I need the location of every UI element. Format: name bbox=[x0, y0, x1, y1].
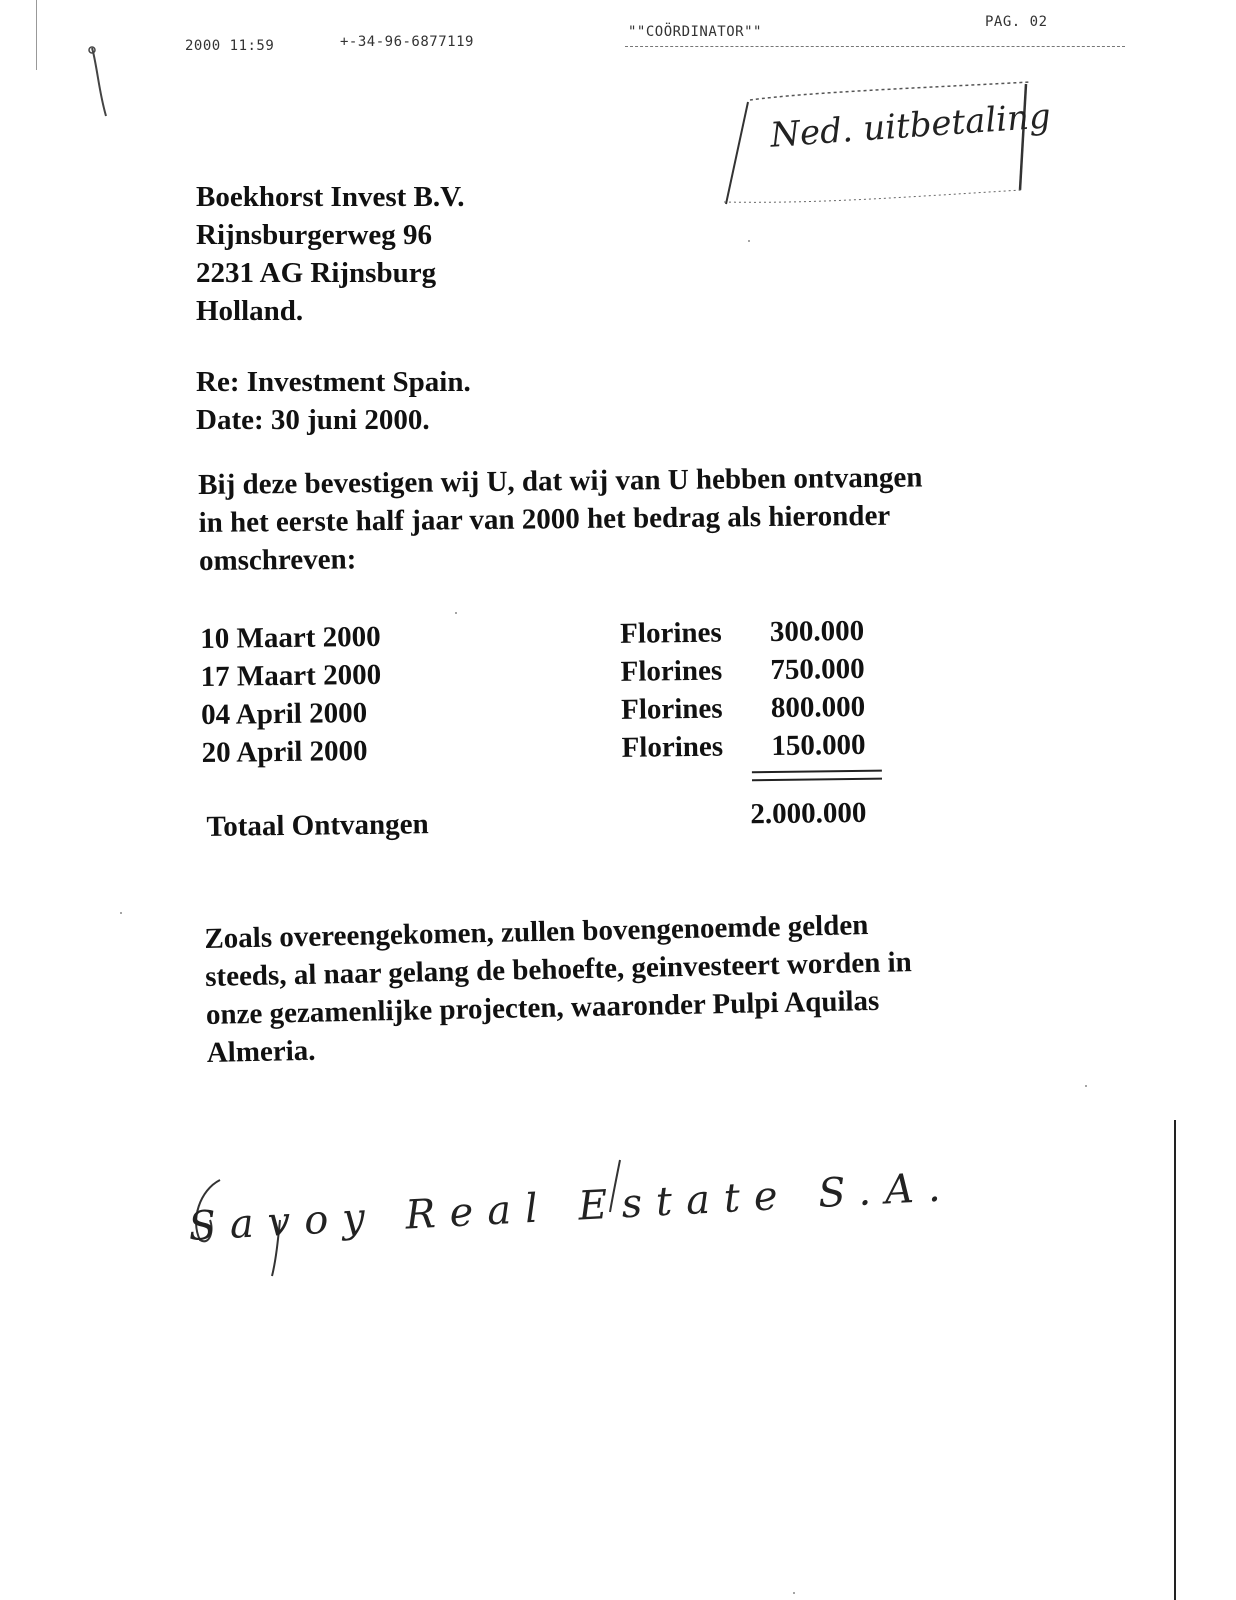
signature-text: Savoy Real Estate S.A. bbox=[187, 1163, 956, 1251]
fax-header-rule bbox=[625, 46, 1125, 47]
payment-amount: 150.000 bbox=[771, 728, 866, 763]
closing-paragraph bbox=[204, 902, 1067, 1072]
payment-date: 20 April 2000 bbox=[201, 734, 368, 769]
recipient-address bbox=[196, 178, 465, 330]
payment-date: 10 Maart 2000 bbox=[200, 620, 381, 655]
total-amount: 2.000.000 bbox=[750, 796, 867, 831]
reference-block bbox=[196, 363, 471, 439]
handwritten-signature bbox=[180, 1150, 956, 1290]
total-label: Totaal Ontvangen bbox=[206, 808, 429, 843]
payment-amount: 300.000 bbox=[769, 614, 865, 649]
payment-amount: 800.000 bbox=[770, 690, 866, 725]
payment-date: 17 Maart 2000 bbox=[200, 658, 382, 693]
margin-mark bbox=[86, 44, 116, 124]
recipient-street: Rijnsburgerweg 96 bbox=[196, 219, 433, 251]
intro-line: omschreven: bbox=[198, 543, 357, 577]
intro-paragraph bbox=[198, 457, 1039, 580]
fax-date-time: 2000 11:59 bbox=[185, 38, 275, 54]
payment-row bbox=[201, 725, 901, 772]
intro-line: Bij deze bevestigen wij U, dat wij van U hebben ontvangen bbox=[198, 461, 923, 501]
page-edge-line bbox=[36, 0, 37, 70]
payment-date: 04 April 2000 bbox=[200, 696, 368, 731]
closing-line: Zoals overeengekomen, zullen bovengenoemde gelden bbox=[204, 909, 869, 955]
reference-subject: Re: Investment Spain. bbox=[196, 366, 471, 398]
fax-sender-title: ""COÖRDINATOR"" bbox=[628, 24, 762, 40]
recipient-company: Boekhorst Invest B.V. bbox=[196, 181, 465, 213]
total-double-rule bbox=[752, 770, 882, 782]
fax-phone-number: +-34-96-6877119 bbox=[340, 34, 474, 50]
payment-currency: Florines bbox=[621, 730, 724, 764]
closing-line: Almeria. bbox=[206, 1034, 316, 1069]
payments-table bbox=[200, 611, 902, 843]
page-right-edge bbox=[1174, 1120, 1176, 1600]
payment-currency: Florines bbox=[620, 616, 722, 650]
payment-currency: Florines bbox=[620, 654, 723, 688]
handwritten-stamp bbox=[720, 78, 1052, 208]
reference-date: Date: 30 juni 2000. bbox=[196, 404, 430, 436]
recipient-postal-city: 2231 AG Rijnsburg bbox=[196, 257, 437, 289]
payment-currency: Florines bbox=[620, 692, 723, 726]
total-row bbox=[202, 793, 902, 842]
intro-line: in het eerste half jaar van 2000 het bedrag als hieronder bbox=[198, 499, 891, 539]
recipient-country: Holland. bbox=[196, 295, 304, 327]
closing-line: steeds, al naar gelang de behoefte, geinvesteert worden in bbox=[204, 946, 913, 993]
closing-line: onze gezamenlijke projecten, waaronder Pulpi Aquilas bbox=[205, 984, 880, 1031]
fax-page-number: PAG. 02 bbox=[985, 14, 1048, 30]
payment-amount: 750.000 bbox=[770, 652, 865, 687]
stamp-note: Ned. uitbetaling bbox=[768, 96, 1052, 156]
